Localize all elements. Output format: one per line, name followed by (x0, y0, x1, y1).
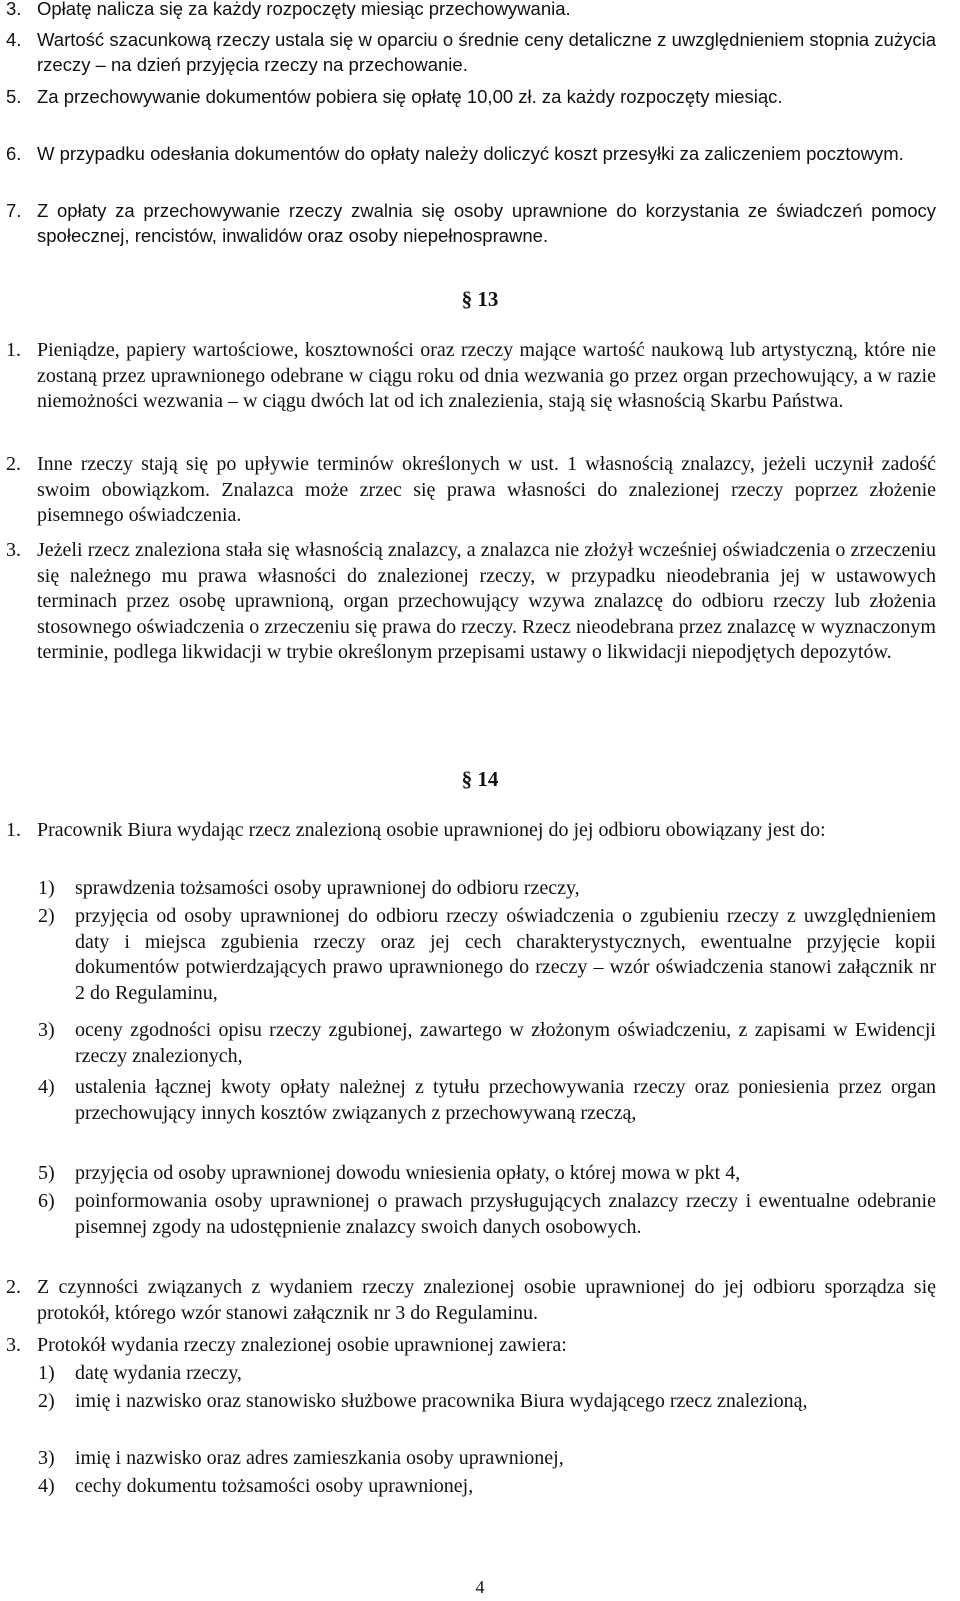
sub-item-text: cechy dokumentu tożsamości osoby uprawnionej, (75, 1475, 474, 1497)
list-item (6, 338, 936, 415)
sub-item-number: 3) (38, 1447, 55, 1469)
sub-item (38, 1389, 936, 1415)
item-text: Wartość szacunkową rzeczy ustala się w oparciu o średnie ceny detaliczne z uwzględnieniem stopnia zużycia rzeczy – na dzień przyjęcia rzeczy na przechowanie. (37, 29, 936, 75)
sub-item-text: imię i nazwisko oraz stanowisko służbowe pracownika Biura wydającego rzecz znalezioną, (75, 1390, 808, 1412)
section-heading: § 13 (461, 287, 499, 311)
sub-item-text: imię i nazwisko oraz adres zamieszkania osoby uprawnionej, (75, 1447, 564, 1469)
sub-item (38, 1075, 936, 1126)
list-item (6, 538, 936, 666)
list-item (6, 1275, 936, 1326)
sub-item (38, 1161, 936, 1187)
sub-item (38, 1189, 936, 1240)
item-text: Jeżeli rzecz znaleziona stała się własnością znalazcy, a znalazca nie złożył wcześniej oświadczenia o zrzeczeniu się należnego mu prawa własności do znalezionej rzeczy, w przypadku nieodebrania jej w ustawowych terminach przez osobę uprawnioną, organ przechowujący wzywa znalazcę do odbioru rzeczy lub złożenia stosownego oświadczenia o zrzeczeniu się prawa do rzeczy. Rzecz nieodebrana przez znalazcę w wyznaczonym terminie, podlega likwidacji w trybie określonym przepisami ustawy o likwidacji niepodjętych depozytów. (37, 539, 936, 663)
item-number: 4. (6, 29, 22, 50)
sub-item-text: ustalenia łącznej kwoty opłaty należnej z tytułu przechowywania rzeczy oraz poniesienia przez organ przechowujący innych kosztów związanych z przechowywaną rzeczą, (75, 1076, 936, 1124)
sub-item-text: przyjęcia od osoby uprawnionej dowodu wniesienia opłaty, o której mowa w pkt 4, (75, 1162, 741, 1184)
item-number: 5. (6, 86, 22, 107)
sub-item (38, 1361, 936, 1387)
item-number: 2. (6, 453, 21, 475)
list-item (6, 452, 936, 529)
sub-item-number: 1) (38, 877, 55, 899)
sub-item-number: 2) (38, 1390, 55, 1412)
item-text: Z opłaty za przechowywanie rzeczy zwalnia się osoby uprawnione do korzystania ze świadczeń pomocy społecznej, rencistów, inwalidów oraz osoby niepełnosprawne. (37, 200, 936, 246)
sub-item-text: oceny zgodności opisu rzeczy zgubionej, zawartego w złożonym oświadczeniu, z zapisami w Ewidencji rzeczy znalezionych, (75, 1019, 936, 1067)
item-number: 3. (6, 539, 21, 561)
item-number: 3. (6, 1334, 21, 1356)
item-number: 1. (6, 339, 21, 361)
item-text: Pracownik Biura wydając rzecz znalezioną osobie uprawnionej do jej odbioru obowiązany jest do: (37, 819, 826, 841)
sub-item-number: 1) (38, 1362, 55, 1384)
sub-item-number: 3) (38, 1019, 55, 1041)
item-number: 7. (6, 200, 22, 221)
page-number: 4 (475, 1577, 485, 1597)
sub-item-text: poinformowania osoby uprawnionej o prawach przysługujących znalazcy rzeczy i ewentualne odebranie pisemnej zgody na udostępnienie znalazcy swoich danych osobowych. (75, 1190, 936, 1238)
item-text: Za przechowywanie dokumentów pobiera się opłatę 10,00 zł. za każdy rozpoczęty miesiąc. (37, 86, 783, 107)
item-number: 3. (6, 0, 22, 19)
list-item (6, 0, 936, 21)
sub-item (38, 904, 936, 1006)
item-text: Z czynności związanych z wydaniem rzeczy znalezionej osobie uprawnionej do jej odbioru sporządza się protokół, którego wzór stanowi załącznik nr 3 do Regulaminu. (37, 1276, 936, 1324)
sub-item (38, 1018, 936, 1069)
sub-item-number: 6) (38, 1190, 55, 1212)
item-text: Opłatę nalicza się za każdy rozpoczęty miesiąc przechowywania. (37, 0, 571, 19)
sub-item-text: sprawdzenia tożsamości osoby uprawnionej do odbioru rzeczy, (75, 877, 580, 899)
section-heading: § 14 (461, 767, 499, 791)
list-item (6, 84, 936, 109)
sub-item (38, 876, 936, 902)
sub-item-number: 5) (38, 1162, 55, 1184)
sub-item-number: 4) (38, 1076, 55, 1098)
list-item (6, 141, 936, 166)
list-item (6, 1333, 936, 1359)
item-number: 1. (6, 819, 21, 841)
sub-item-text: przyjęcia od osoby uprawnionej do odbioru rzeczy oświadczenia o zgubieniu rzeczy z uwzględnieniem daty i miejsca zgubienia rzeczy oraz jej cech charakterystycznych, ewentualne przyjęcie kopii dokumentów potwierdzających prawo uprawnionego do rzeczy – wzór oświadczenia stanowi załącznik nr 2 do Regulaminu, (75, 905, 936, 1004)
list-item (6, 198, 936, 248)
item-text: Pieniądze, papiery wartościowe, kosztowności oraz rzeczy mające wartość naukową lub artystyczną, które nie zostaną przez uprawnionego odebrane w ciągu roku od dnia wezwania go przez organ przechowujący, a w razie niemożności wezwania – w ciągu dwóch lat od ich znalezienia, stają się własnością Skarbu Państwa. (37, 339, 936, 412)
item-text: W przypadku odesłania dokumentów do opłaty należy doliczyć koszt przesyłki za zaliczeniem pocztowym. (37, 143, 904, 164)
sub-item-number: 2) (38, 905, 55, 927)
sub-item-number: 4) (38, 1475, 55, 1497)
list-item (6, 818, 936, 844)
list-item (6, 27, 936, 77)
sub-item (38, 1474, 936, 1500)
item-text: Inne rzeczy stają się po upływie terminów określonych w ust. 1 własnością znalazcy, jeżeli uczynił zadość swoim obowiązkom. Znalazca może zrzec się prawa własności do znalezionej rzeczy poprzez złożenie pisemnego oświadczenia. (37, 453, 936, 526)
item-text: Protokół wydania rzeczy znalezionej osobie uprawnionej zawiera: (37, 1334, 567, 1356)
sub-item (38, 1446, 936, 1472)
item-number: 6. (6, 143, 22, 164)
sub-item-text: datę wydania rzeczy, (75, 1362, 242, 1384)
item-number: 2. (6, 1276, 21, 1298)
